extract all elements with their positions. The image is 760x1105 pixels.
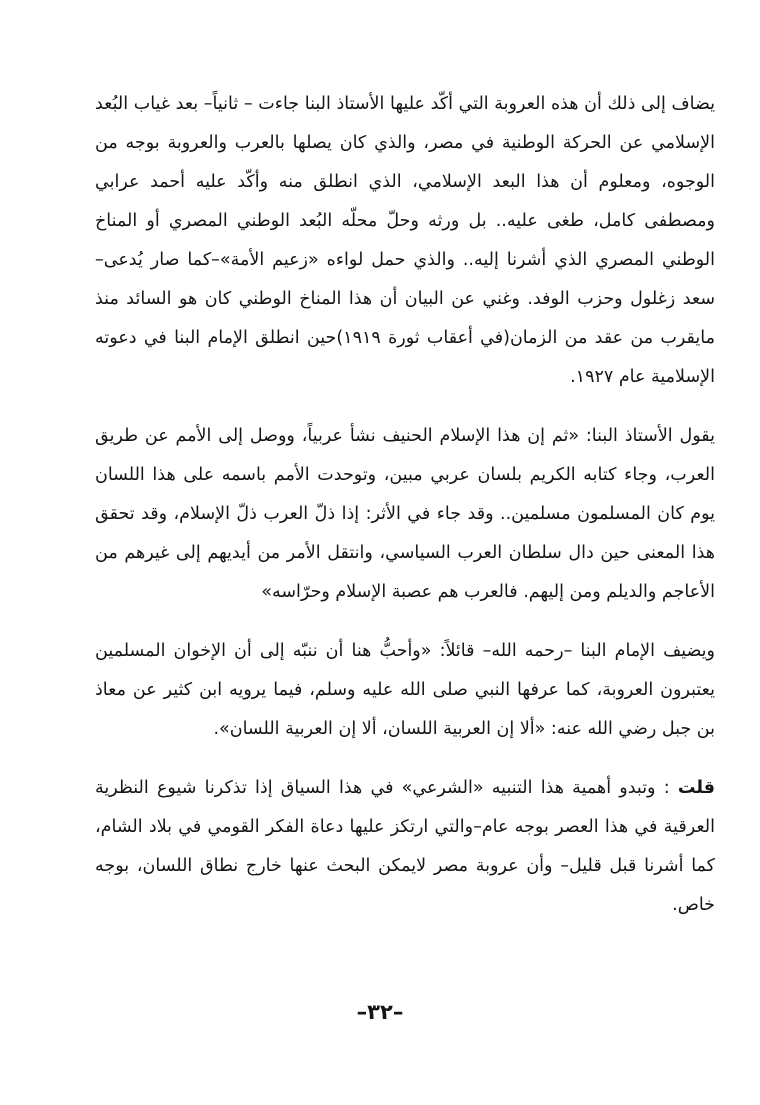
- paragraph-2-text: يقول الأستاذ البنا: «ثم إن هذا الإسلام الحنيف نشأ عربياً، ووصل إلى الأمم عن طريق العرب، وجاء كتابه الكريم بلسان عربي مبين، وتوحدت الأمم باسمه على هذا اللسان يوم كان المسلمون مسلمين.. وقد جاء في الأثر: إذا ذلّ العرب ذلّ الإسلام، وقد تحقق هذا المعنى حين دال سلطان العرب السياسي، وانتقل الأمر من أيديهم إلى غيرهم من الأعاجم والديلم ومن إليهم. فالعرب هم عصبة الإسلام وحرّاسه»: [95, 426, 715, 602]
- page-body: [95, 85, 715, 1045]
- paragraph-4: [95, 769, 715, 925]
- paragraph-3: [95, 632, 715, 749]
- paragraph-2: [95, 417, 715, 612]
- paragraph-4-lead: قلت: [677, 778, 715, 798]
- paragraph-3-text: ويضيف الإمام البنا –رحمه الله– قائلاً: «وأحبُّ هنا أن ننبّه إلى أن الإخوان المسلمين يعتبرون العروبة، كما عرفها النبي صلى الله عليه وسلم، فيما يرويه ابن كثير عن معاذ بن جبل رضي الله عنه: «ألا إن العربية اللسان، ألا إن العربية اللسان».: [95, 641, 715, 739]
- paragraph-4-text: : وتبدو أهمية هذا التنبيه «الشرعي» في هذا السياق إذا تذكرنا شيوع النظرية العرقية في هذا العصر بوجه عام–والتي ارتكز عليها دعاة الفكر القومي في بلاد الشام، كما أشرنا قبل قليل– وأن عروبة مصر لايمكن البحث عنها خارج نطاق اللسان، بوجه خاص.: [95, 778, 715, 915]
- page-number: –٣٢–: [356, 1000, 404, 1024]
- paragraph-1-text: يضاف إلى ذلك أن هذه العروبة التي أكّد عليها الأستاذ البنا جاءت – ثانياً– بعد غياب البُعد الإسلامي عن الحركة الوطنية في مصر، والذي كان يصلها بالعرب والعروبة بوجه من الوجوه، ومعلوم أن هذا البعد الإسلامي، الذي انطلق منه وأكّد عليه أحمد عرابي ومصطفى كامل، طغى عليه.. بل ورثه وحلّ محلّه البُعد الوطني المصري أو المناخ الوطني المصري الذي أشرنا إليه.. والذي حمل لواءه «زعيم الأمة»–كما صار يُدعى– سعد زغلول وحزب الوفد. وغني عن البيان أن هذا المناخ الوطني كان هو السائد منذ مايقرب من عقد من الزمان(في أعقاب ثورة ١٩١٩)حين انطلق الإمام البنا في دعوته الإسلامية عام ١٩٢٧.: [95, 94, 715, 387]
- paragraph-1: [95, 85, 715, 397]
